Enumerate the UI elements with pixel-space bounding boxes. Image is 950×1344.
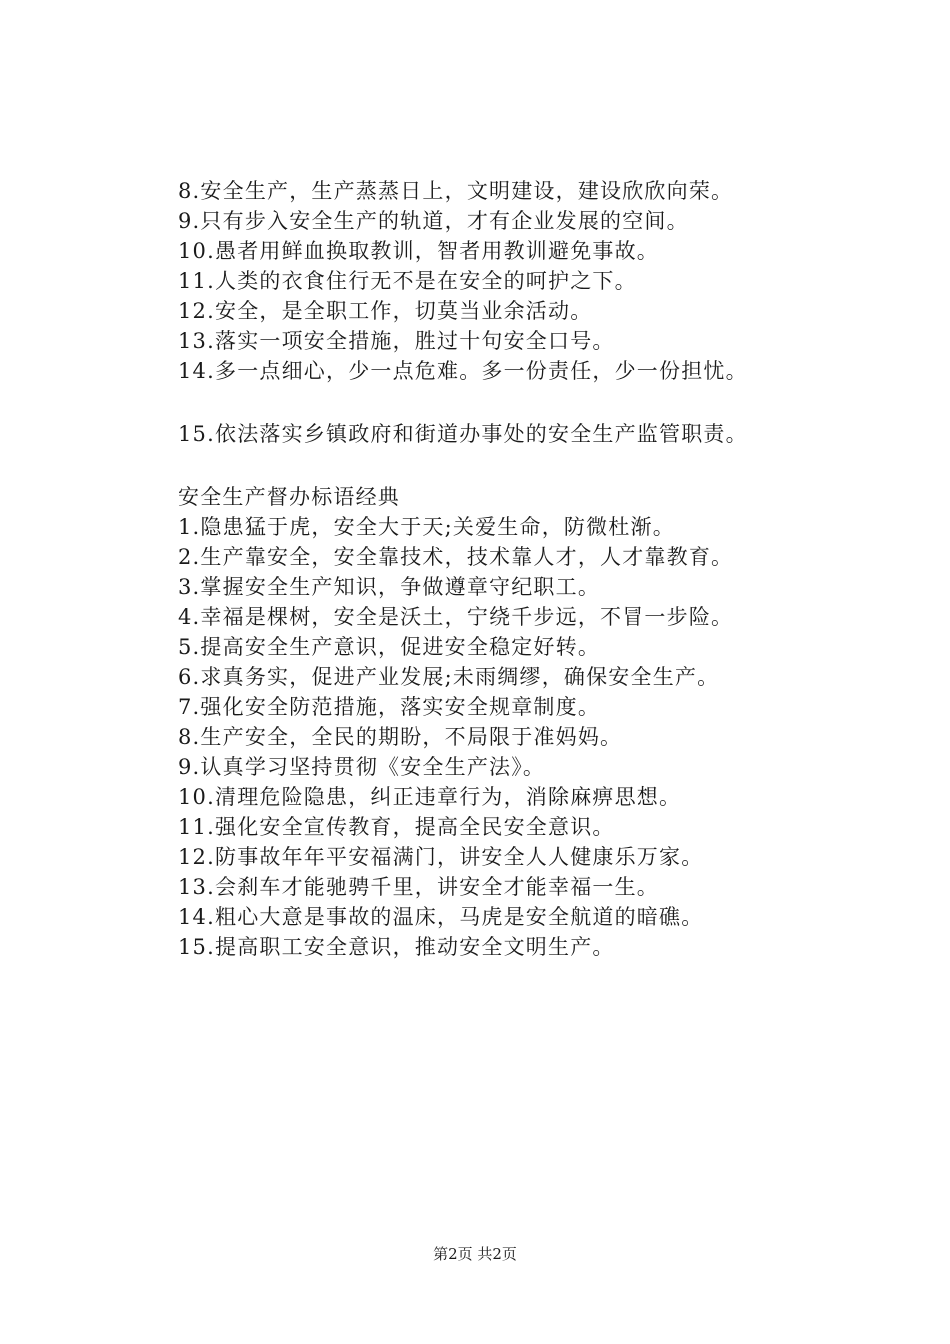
list-item: 12.安全，是全职工作，切莫当业余活动。 [178, 299, 593, 323]
section-heading: 安全生产督办标语经典 [178, 485, 400, 509]
page-number-footer: 第2页 共2页 [433, 1245, 517, 1263]
list-item: 9.认真学习坚持贯彻《安全生产法》。 [178, 755, 546, 779]
list-item: 2.生产靠安全，安全靠技术，技术靠人才，人才靠教育。 [178, 545, 734, 569]
list-item: 1.隐患猛于虎，安全大于天;关爱生命，防微杜渐。 [178, 515, 675, 539]
list-item: 9.只有步入安全生产的轨道，才有企业发展的空间。 [178, 209, 689, 233]
list-item: 15.依法落实乡镇政府和街道办事处的安全生产监管职责。 [178, 422, 748, 446]
list-item: 13.落实一项安全措施，胜过十句安全口号。 [178, 329, 615, 353]
list-item: 10.清理危险隐患，纠正违章行为，消除麻痹思想。 [178, 785, 682, 809]
list-item: 11.人类的衣食住行无不是在安全的呵护之下。 [178, 269, 637, 293]
list-item: 14.粗心大意是事故的温床，马虎是安全航道的暗礁。 [178, 905, 704, 929]
document-body [178, 176, 878, 962]
list-item: 4.幸福是棵树，安全是沃土，宁绕千步远，不冒一步险。 [178, 605, 734, 629]
list-item: 8.安全生产，生产蒸蒸日上，文明建设，建设欣欣向荣。 [178, 179, 734, 203]
slogan-list-part2 [178, 512, 878, 962]
list-item: 7.强化安全防范措施，落实安全规章制度。 [178, 695, 601, 719]
list-item: 5.提高安全生产意识，促进安全稳定好转。 [178, 635, 601, 659]
list-item: 14.多一点细心，少一点危难。多一份责任，少一份担忧。 [178, 359, 748, 383]
slogan-list-part1 [178, 176, 878, 386]
paragraph-gap [178, 386, 878, 419]
paragraph-gap [178, 449, 878, 482]
list-item: 11.强化安全宣传教育，提高全民安全意识。 [178, 815, 615, 839]
list-item: 15.提高职工安全意识，推动安全文明生产。 [178, 935, 615, 959]
list-item: 8.生产安全，全民的期盼，不局限于准妈妈。 [178, 725, 623, 749]
list-item: 12.防事故年年平安福满门，讲安全人人健康乐万家。 [178, 845, 704, 869]
list-item: 3.掌握安全生产知识，争做遵章守纪职工。 [178, 575, 601, 599]
list-item: 13.会刹车才能驰骋千里，讲安全才能幸福一生。 [178, 875, 659, 899]
list-item: 6.求真务实，促进产业发展;未雨绸缪，确保安全生产。 [178, 665, 720, 689]
list-item: 10.愚者用鲜血换取教训，智者用教训避免事故。 [178, 239, 659, 263]
